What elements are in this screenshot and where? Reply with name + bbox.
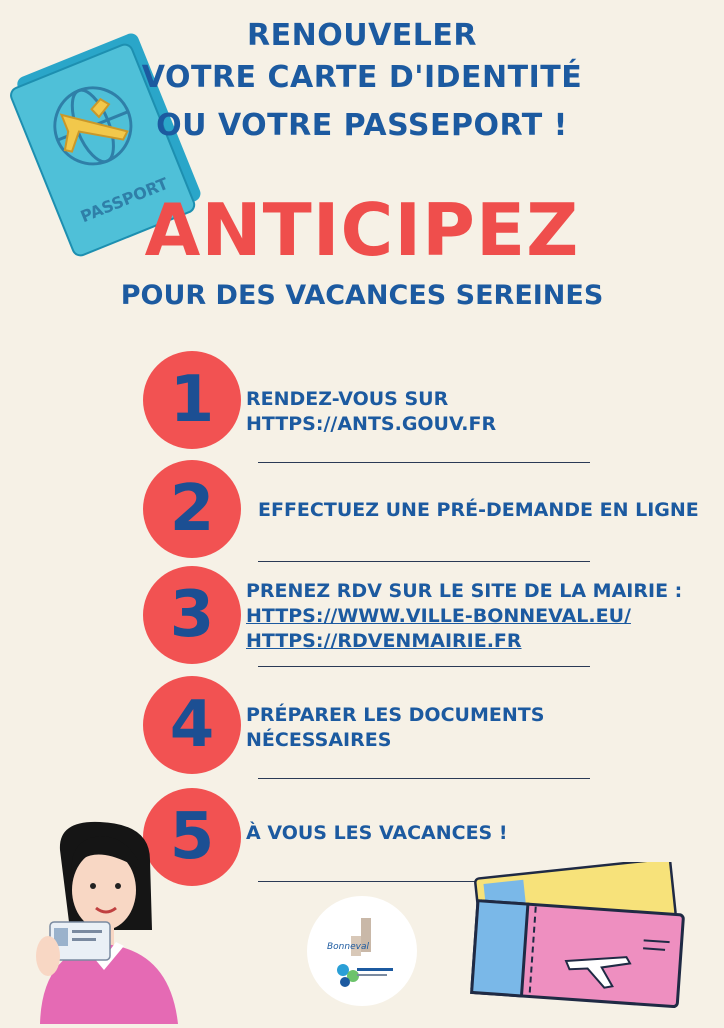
step-2-number: 2	[169, 472, 215, 546]
divider	[258, 462, 590, 463]
step-4-number: 4	[169, 688, 215, 762]
bonneval-logo	[307, 896, 417, 1006]
subheadline: POUR DES VACANCES SEREINES	[120, 280, 604, 311]
step-3-line-1: PRENEZ RDV SUR LE SITE DE LA MAIRIE :	[246, 580, 683, 602]
header-line-1: RENOUVELER	[247, 18, 477, 53]
step-3-text	[246, 579, 682, 654]
divider	[258, 561, 590, 562]
logo-text: Bonneval	[327, 942, 369, 952]
step-2-circle	[143, 460, 241, 558]
step-4-line-2: NÉCESSAIRES	[246, 729, 392, 751]
headline: ANTICIPEZ	[144, 188, 580, 272]
step-5-line-1: À VOUS LES VACANCES !	[246, 822, 508, 844]
mairie-link[interactable]: HTTPS://WWW.VILLE-BONNEVAL.EU/	[246, 605, 631, 627]
step-1-number: 1	[169, 363, 215, 437]
step-5-number: 5	[169, 800, 215, 874]
step-2-text	[258, 498, 699, 523]
divider	[258, 778, 590, 779]
step-1-text	[246, 387, 496, 437]
travel-tickets-illustration	[466, 862, 696, 1012]
step-4-circle	[143, 676, 241, 774]
header-line-2: VOTRE CARTE D'IDENTITÉ	[141, 60, 583, 95]
step-3-circle	[143, 566, 241, 664]
step-3-number: 3	[169, 578, 215, 652]
step-1-circle	[143, 351, 241, 449]
divider	[258, 666, 590, 667]
step-4-line-1: PRÉPARER LES DOCUMENTS	[246, 704, 545, 726]
passport-label: PASSPORT	[77, 173, 171, 227]
woman-with-id-illustration	[0, 820, 210, 1024]
step-4-text	[246, 703, 544, 753]
step-1-line-2: HTTPS://ANTS.GOUV.FR	[246, 413, 497, 435]
step-1-line-1: RENDEZ-VOUS SUR	[246, 388, 449, 410]
step-5-text	[246, 821, 508, 846]
rdvenmairie-link[interactable]: HTTPS://RDVENMAIRIE.FR	[246, 630, 522, 652]
header-line-3: OU VOTRE PASSEPORT !	[156, 108, 568, 143]
step-2-line-1: EFFECTUEZ UNE PRÉ-DEMANDE EN LIGNE	[258, 499, 699, 521]
